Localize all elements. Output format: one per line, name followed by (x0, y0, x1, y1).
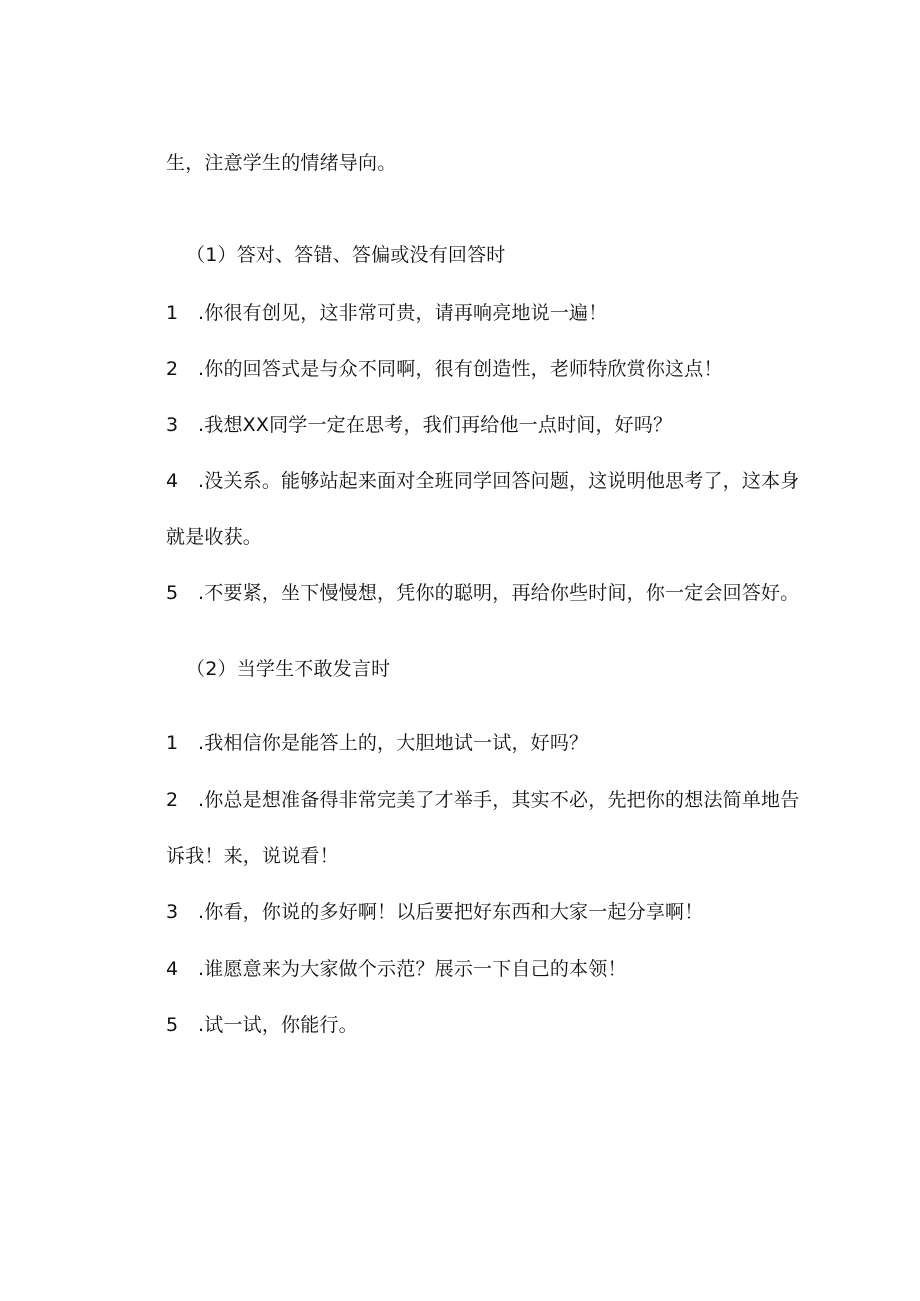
item-number: 5 (166, 1014, 179, 1036)
item-number: 4 (166, 470, 179, 492)
list-item (166, 412, 672, 438)
item-text: .试一试，你能行。 (198, 1014, 358, 1036)
section-heading-1: （1）答对、答错、答偏或没有回答时 (186, 244, 506, 266)
list-item (166, 300, 607, 326)
item-text: .不要紧，坐下慢慢想，凭你的聪明，再给你些时间，你一定会回答好。 (198, 582, 800, 604)
list-item (166, 787, 799, 813)
item-text: .你总是想准备得非常完美了才举手，其实不必，先把你的想法简单地告 (198, 789, 800, 811)
list-item (166, 730, 588, 756)
item-text: .你的回答式是与众不同啊，很有创造性，老师特欣赏你这点！ (198, 358, 723, 380)
item-text: .没关系。能够站起来面对全班同学回答问题，这说明他思考了，这本身 (198, 470, 800, 492)
item-number: 2 (166, 789, 179, 811)
list-item (166, 356, 723, 382)
item-number: 4 (166, 958, 179, 980)
section-heading-2: （2）当学生不敢发言时 (186, 658, 391, 680)
item-number: 2 (166, 358, 179, 380)
item-number: 1 (166, 732, 179, 754)
intro-continuation: 生，注意学生的情绪导向。 (166, 152, 397, 174)
item-number: 3 (166, 414, 179, 436)
item-text: .我想XX同学一定在思考，我们再给他一点时间，好吗？ (198, 414, 673, 436)
item-number: 1 (166, 302, 179, 324)
list-item-continuation: 诉我！来，说说看！ (166, 845, 339, 867)
item-text: .你很有创见，这非常可贵，请再响亮地说一遍！ (198, 302, 608, 324)
item-text: .我相信你是能答上的，大胆地试一试，好吗？ (198, 732, 589, 754)
list-item-continuation: 就是收获。 (166, 526, 263, 548)
item-number: 3 (166, 901, 179, 923)
list-item (166, 580, 799, 606)
list-item (166, 899, 703, 925)
item-text: .谁愿意来为大家做个示范？展示一下自己的本领！ (198, 958, 627, 980)
item-text: .你看，你说的多好啊！以后要把好东西和大家一起分享啊！ (198, 901, 704, 923)
item-number: 5 (166, 582, 179, 604)
list-item (166, 1012, 358, 1038)
list-item (166, 468, 799, 494)
list-item (166, 956, 627, 982)
